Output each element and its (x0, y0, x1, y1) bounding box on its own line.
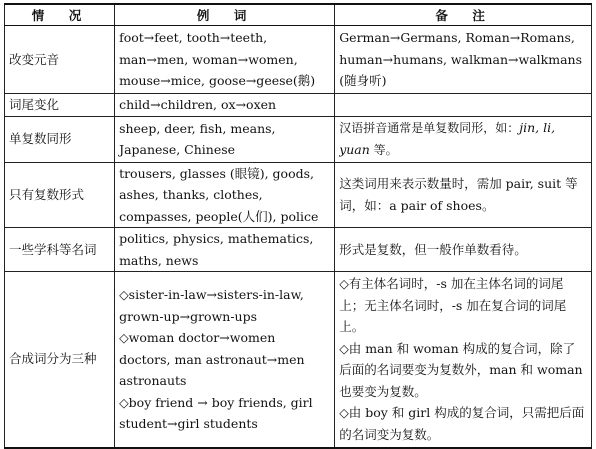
plural-rules-table (4, 3, 592, 449)
header-situation: 情 况 (5, 4, 115, 26)
table-row (5, 26, 592, 94)
examples-cell: foot→feet, tooth→teeth, man→men, woman→women, mouse→mice, goose→geese(鹅) (115, 26, 335, 94)
category-cell: 一些学科等名词 (5, 228, 115, 272)
notes-cell (335, 116, 592, 162)
category-cell: 改变元音 (5, 26, 115, 94)
notes-suffix: 等。 (369, 143, 398, 157)
header-notes: 备 注 (335, 4, 592, 26)
category-cell: 合成词分为三种 (5, 272, 115, 448)
notes-cell (335, 272, 592, 448)
category-cell: 单复数同形 (5, 116, 115, 162)
list-item: ◇boy friend → boy friends, girl student→girl students (119, 394, 313, 431)
notes-italic: jin, li, yuan (339, 119, 556, 157)
table-row (5, 116, 592, 162)
table-row (5, 94, 592, 117)
examples-cell: sheep, deer, fish, means, Japanese, Chinese (115, 116, 335, 162)
category-cell: 词尾变化 (5, 94, 115, 117)
list-item: ◇有主体名词时，-s 加在主体名词的词尾上；无主体名词时，-s 加在复合词的词尾上。 (339, 276, 567, 335)
notes-cell: German→Germans, Roman→Romans, human→humans, walkman→walkmans (随身听) (335, 26, 592, 94)
table-row (5, 272, 592, 448)
category-cell: 只有复数形式 (5, 162, 115, 228)
header-row (5, 4, 592, 26)
examples-cell (115, 272, 335, 448)
list-item: ◇woman doctor→women doctors, man astronaut→men astronauts (119, 330, 305, 388)
list-item: ◇由 boy 和 girl 构成的复合词，只需把后面的名词变为复数。 (339, 405, 585, 442)
examples-cell: trousers, glasses (眼镜), goods, ashes, thanks, clothes, compasses, people(人们), police (115, 162, 335, 228)
list-item: ◇sister-in-law→sisters-in-law, grown-up→grown-ups (119, 287, 304, 324)
notes-prefix: 汉语拼音通常是单复数同形，如： (339, 120, 520, 135)
examples-cell: child→children, ox→oxen (115, 94, 335, 117)
header-examples: 例 词 (115, 4, 335, 26)
table-row (5, 228, 592, 272)
examples-cell: politics, physics, mathematics, maths, news (115, 228, 335, 272)
notes-cell: 形式是复数，但一般作单数看待。 (335, 228, 592, 272)
list-item: ◇由 man 和 woman 构成的复合词，除了后面的名词要变为复数外，man 和 woman 也要变为复数。 (339, 340, 583, 399)
notes-cell: 这类词用来表示数量时，需加 pair, suit 等词，如：a pair of shoes。 (335, 162, 592, 228)
notes-cell (335, 94, 592, 117)
table-row (5, 162, 592, 228)
